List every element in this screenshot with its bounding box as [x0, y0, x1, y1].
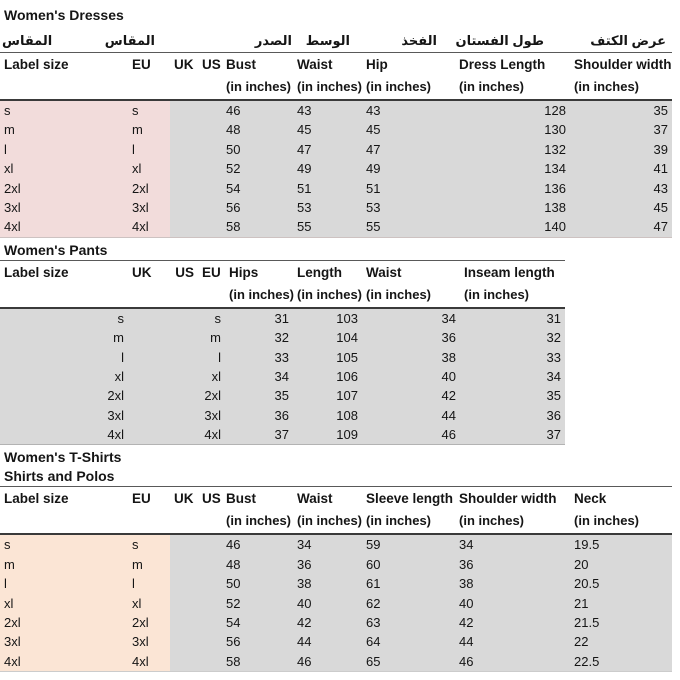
col-header-shoulder-width: Shoulder width — [574, 57, 672, 72]
col-header-uk: UK — [174, 57, 194, 72]
cell-empty — [170, 140, 198, 159]
cell-neck: 22 — [570, 632, 672, 651]
cell-neck: 21 — [570, 594, 672, 613]
unit-label-bust: (in inches) — [226, 513, 292, 529]
cell-shoulder-width: 46 — [455, 652, 570, 671]
cell-bust: 52 — [222, 594, 293, 613]
cell-empty — [170, 574, 198, 593]
cell-eu-size: s — [128, 101, 170, 120]
cell-dress-length: 130 — [455, 120, 570, 139]
cell-waist: 45 — [293, 120, 362, 139]
cell-waist: 44 — [362, 406, 460, 425]
cell-empty — [170, 613, 198, 632]
col-header-shoulder-width: Shoulder width — [459, 491, 557, 507]
cell-bust: 54 — [222, 179, 293, 198]
cell-length: 104 — [293, 328, 362, 347]
cell-length: 108 — [293, 406, 362, 425]
tshirts-subtitle: Shirts and Polos — [4, 468, 115, 485]
tshirts-rows — [0, 535, 672, 672]
col-header-uk: UK — [174, 491, 194, 507]
cell-bust: 54 — [222, 613, 293, 632]
cell-dress-length: 138 — [455, 198, 570, 217]
cell-hip: 47 — [362, 140, 455, 159]
cell-bust: 58 — [222, 652, 293, 671]
pants-header-row — [0, 260, 565, 285]
cell-empty — [128, 511, 170, 533]
cell-empty — [198, 77, 222, 99]
cell-inseam-length: 31 — [460, 309, 565, 328]
cell-empty — [128, 77, 170, 99]
col-header-us: US — [202, 57, 221, 72]
cell-dress-length: 136 — [455, 179, 570, 198]
cell-empty — [170, 511, 198, 533]
cell-label-size: 3xl — [0, 198, 128, 217]
unit-label-hips: (in inches) — [229, 286, 295, 302]
cell-shoulder-width: 36 — [455, 555, 570, 574]
cell-empty — [170, 535, 198, 554]
cell-empty — [0, 511, 128, 533]
cell-eu-size: 4xl — [198, 425, 225, 444]
cell-inseam-length: 37 — [460, 425, 565, 444]
arabic-label-dress-length: طول الفستان — [455, 33, 544, 48]
col-header-sleeve-length: Sleeve length — [366, 491, 454, 507]
cell-label-size: 4xl — [0, 217, 128, 236]
cell-hip: 45 — [362, 120, 455, 139]
col-header-inseam-length: Inseam length — [464, 264, 555, 280]
cell-sleeve-length: 64 — [362, 632, 455, 651]
cell-label-size: 3xl — [0, 632, 128, 651]
col-header-waist: Waist — [297, 57, 333, 72]
tshirts-size-row — [0, 574, 672, 593]
cell-shoulder-width: 41 — [570, 159, 672, 178]
tshirts-size-row — [0, 555, 672, 574]
cell-eu-size: 3xl — [198, 406, 225, 425]
cell-empty — [128, 406, 155, 425]
cell-waist: 34 — [362, 309, 460, 328]
pants-size-row — [0, 348, 565, 367]
cell-neck: 20 — [570, 555, 672, 574]
cell-eu-size: 2xl — [128, 179, 170, 198]
cell-waist: 34 — [293, 535, 362, 554]
cell-waist: 43 — [293, 101, 362, 120]
tshirts-size-row — [0, 632, 672, 651]
col-header-label-size: Label size — [4, 57, 69, 72]
cell-label-size: xl — [0, 594, 128, 613]
cell-eu-size: 4xl — [128, 652, 170, 671]
cell-empty — [0, 285, 128, 307]
cell-label-size: 2xl — [0, 613, 128, 632]
cell-neck: 21.5 — [570, 613, 672, 632]
cell-waist: 51 — [293, 179, 362, 198]
cell-label-size: l — [0, 140, 128, 159]
cell-inseam-length: 35 — [460, 386, 565, 405]
cell-empty — [198, 555, 222, 574]
pants-table — [0, 241, 680, 446]
cell-bust: 50 — [222, 574, 293, 593]
cell-neck: 19.5 — [570, 535, 672, 554]
unit-label-hip: (in inches) — [366, 79, 432, 94]
cell-empty — [198, 198, 222, 217]
unit-label-dress-length: (in inches) — [459, 79, 525, 94]
col-header-waist: Waist — [366, 264, 402, 280]
unit-label-waist: (in inches) — [297, 513, 363, 529]
cell-waist: 40 — [362, 367, 460, 386]
cell-hips: 31 — [225, 309, 293, 328]
cell-empty — [170, 555, 198, 574]
cell-bust: 56 — [222, 632, 293, 651]
cell-hip: 53 — [362, 198, 455, 217]
col-header-hip: Hip — [366, 57, 388, 72]
cell-uk-size: 2xl — [0, 386, 128, 405]
cell-waist: 47 — [293, 140, 362, 159]
tshirts-header-row — [0, 486, 672, 511]
cell-waist: 55 — [293, 217, 362, 236]
cell-hip: 43 — [362, 101, 455, 120]
pants-unit-row — [0, 285, 565, 309]
cell-waist: 46 — [293, 652, 362, 671]
cell-empty — [155, 348, 198, 367]
cell-shoulder-width: 38 — [455, 574, 570, 593]
cell-empty — [170, 77, 198, 99]
tshirts-table — [0, 448, 680, 672]
cell-uk-size: s — [0, 309, 128, 328]
cell-empty — [170, 120, 198, 139]
cell-sleeve-length: 62 — [362, 594, 455, 613]
cell-empty — [128, 386, 155, 405]
cell-bust: 58 — [222, 217, 293, 236]
cell-eu-size: l — [198, 348, 225, 367]
cell-empty — [170, 217, 198, 236]
cell-empty — [198, 159, 222, 178]
cell-empty — [198, 140, 222, 159]
dresses-size-row — [0, 198, 672, 217]
cell-label-size: l — [0, 574, 128, 593]
unit-label-sleeve-length: (in inches) — [366, 513, 432, 529]
cell-hips: 36 — [225, 406, 293, 425]
cell-waist: 42 — [362, 386, 460, 405]
col-header-uk: UK — [132, 264, 152, 280]
cell-bust: 46 — [222, 535, 293, 554]
unit-label-length: (in inches) — [297, 286, 363, 302]
dresses-size-row — [0, 159, 672, 178]
dresses-header-row — [0, 53, 672, 77]
cell-dress-length: 132 — [455, 140, 570, 159]
cell-neck: 22.5 — [570, 652, 672, 671]
cell-empty — [198, 632, 222, 651]
arabic-label-waist: الوسط — [305, 33, 350, 48]
cell-bust: 50 — [222, 140, 293, 159]
cell-uk-size: 4xl — [0, 425, 128, 444]
cell-shoulder-width: 42 — [455, 613, 570, 632]
unit-label-neck: (in inches) — [574, 513, 640, 529]
cell-waist: 53 — [293, 198, 362, 217]
pants-rows — [0, 309, 565, 446]
cell-length: 109 — [293, 425, 362, 444]
cell-waist: 38 — [293, 574, 362, 593]
dresses-size-row — [0, 217, 672, 236]
dresses-size-row — [0, 179, 672, 198]
cell-shoulder-width: 47 — [570, 217, 672, 236]
col-header-us: US — [202, 491, 221, 507]
cell-empty — [198, 285, 225, 307]
tshirts-size-row — [0, 594, 672, 613]
cell-hips: 37 — [225, 425, 293, 444]
cell-inseam-length: 36 — [460, 406, 565, 425]
cell-empty — [198, 613, 222, 632]
cell-empty — [170, 179, 198, 198]
pants-size-row — [0, 425, 565, 444]
cell-empty — [198, 101, 222, 120]
cell-empty — [0, 77, 128, 99]
pants-size-row — [0, 386, 565, 405]
cell-empty — [155, 367, 198, 386]
cell-eu-size: 3xl — [128, 198, 170, 217]
cell-eu-size: xl — [198, 367, 225, 386]
arabic-label-bust: الصدر — [254, 33, 292, 48]
tshirts-size-row — [0, 535, 672, 554]
cell-inseam-length: 34 — [460, 367, 565, 386]
cell-dress-length: 128 — [455, 101, 570, 120]
cell-shoulder-width: 35 — [570, 101, 672, 120]
col-header-waist: Waist — [297, 491, 333, 507]
tshirts-size-row — [0, 652, 672, 671]
unit-label-waist: (in inches) — [366, 286, 432, 302]
cell-empty — [198, 594, 222, 613]
cell-eu-size: 2xl — [198, 386, 225, 405]
cell-empty — [128, 367, 155, 386]
pants-size-row — [0, 367, 565, 386]
cell-empty — [128, 285, 155, 307]
col-header-bust: Bust — [226, 491, 256, 507]
cell-empty — [198, 574, 222, 593]
cell-shoulder-width: 45 — [570, 198, 672, 217]
cell-waist: 36 — [293, 555, 362, 574]
cell-empty — [155, 328, 198, 347]
cell-eu-size: xl — [128, 159, 170, 178]
cell-hips: 33 — [225, 348, 293, 367]
cell-hips: 32 — [225, 328, 293, 347]
cell-empty — [128, 309, 155, 328]
cell-eu-size: m — [128, 555, 170, 574]
cell-bust: 52 — [222, 159, 293, 178]
cell-eu-size: s — [128, 535, 170, 554]
cell-label-size: 2xl — [0, 179, 128, 198]
cell-waist: 42 — [293, 613, 362, 632]
cell-sleeve-length: 63 — [362, 613, 455, 632]
cell-hip: 49 — [362, 159, 455, 178]
cell-hips: 34 — [225, 367, 293, 386]
cell-uk-size: 3xl — [0, 406, 128, 425]
cell-eu-size: xl — [128, 594, 170, 613]
col-header-hips: Hips — [229, 264, 259, 280]
cell-hips: 35 — [225, 386, 293, 405]
cell-eu-size: l — [128, 140, 170, 159]
cell-empty — [170, 594, 198, 613]
col-header-dress-length: Dress Length — [459, 57, 546, 72]
cell-eu-size: 3xl — [128, 632, 170, 651]
cell-shoulder-width: 34 — [455, 535, 570, 554]
cell-eu-size: 4xl — [128, 217, 170, 236]
col-header-length: Length — [297, 264, 342, 280]
cell-bust: 56 — [222, 198, 293, 217]
cell-inseam-length: 32 — [460, 328, 565, 347]
cell-empty — [170, 198, 198, 217]
cell-empty — [155, 425, 198, 444]
dresses-unit-row — [0, 77, 672, 101]
arabic-label-size-2: المقاس — [104, 33, 155, 48]
col-header-eu: EU — [202, 264, 221, 280]
arabic-label-size-1: المقاس — [2, 33, 53, 48]
dresses-size-row — [0, 140, 672, 159]
tshirts-unit-row — [0, 511, 672, 535]
cell-length: 103 — [293, 309, 362, 328]
cell-hip: 55 — [362, 217, 455, 236]
cell-sleeve-length: 65 — [362, 652, 455, 671]
unit-label-waist: (in inches) — [297, 79, 363, 94]
cell-empty — [155, 285, 198, 307]
dresses-table — [0, 0, 680, 238]
cell-empty — [170, 632, 198, 651]
cell-empty — [198, 217, 222, 236]
col-header-neck: Neck — [574, 491, 607, 507]
unit-label-bust: (in inches) — [226, 79, 292, 94]
cell-uk-size: l — [0, 348, 128, 367]
cell-waist: 36 — [362, 328, 460, 347]
cell-empty — [128, 425, 155, 444]
cell-uk-size: xl — [0, 367, 128, 386]
arabic-label-shoulder-width: عرض الكتف — [590, 33, 666, 48]
col-header-eu: EU — [132, 491, 151, 507]
col-header-label-size: Label size — [4, 264, 69, 280]
cell-length: 107 — [293, 386, 362, 405]
cell-eu-size: s — [198, 309, 225, 328]
cell-uk-size: m — [0, 328, 128, 347]
dresses-arabic-header-row — [0, 25, 672, 53]
dresses-size-row — [0, 120, 672, 139]
cell-hip: 51 — [362, 179, 455, 198]
cell-length: 105 — [293, 348, 362, 367]
cell-empty — [155, 406, 198, 425]
col-header-label-size: Label size — [4, 491, 69, 507]
cell-empty — [170, 652, 198, 671]
pants-size-row — [0, 406, 565, 425]
cell-dress-length: 140 — [455, 217, 570, 236]
cell-empty — [128, 348, 155, 367]
cell-empty — [198, 120, 222, 139]
cell-inseam-length: 33 — [460, 348, 565, 367]
cell-dress-length: 134 — [455, 159, 570, 178]
cell-sleeve-length: 59 — [362, 535, 455, 554]
pants-size-row — [0, 309, 565, 328]
cell-length: 106 — [293, 367, 362, 386]
col-header-bust: Bust — [226, 57, 256, 72]
cell-neck: 20.5 — [570, 574, 672, 593]
cell-empty — [128, 328, 155, 347]
cell-waist: 38 — [362, 348, 460, 367]
cell-label-size: 4xl — [0, 652, 128, 671]
cell-label-size: m — [0, 555, 128, 574]
cell-waist: 40 — [293, 594, 362, 613]
cell-waist: 49 — [293, 159, 362, 178]
tshirts-title: Women's T-Shirts — [4, 449, 122, 466]
cell-empty — [198, 652, 222, 671]
cell-shoulder-width: 44 — [455, 632, 570, 651]
cell-empty — [155, 309, 198, 328]
cell-empty — [198, 511, 222, 533]
dresses-size-row — [0, 101, 672, 120]
cell-label-size: s — [0, 535, 128, 554]
cell-eu-size: m — [128, 120, 170, 139]
unit-label-shoulder-width: (in inches) — [459, 513, 525, 529]
cell-label-size: xl — [0, 159, 128, 178]
cell-label-size: s — [0, 101, 128, 120]
cell-shoulder-width: 37 — [570, 120, 672, 139]
arabic-label-hip: الفخذ — [401, 33, 437, 48]
tshirts-size-row — [0, 613, 672, 632]
pants-size-row — [0, 328, 565, 347]
cell-bust: 46 — [222, 101, 293, 120]
unit-label-shoulder-width: (in inches) — [574, 79, 640, 94]
dresses-rows — [0, 101, 672, 238]
cell-empty — [198, 179, 222, 198]
cell-empty — [170, 101, 198, 120]
cell-bust: 48 — [222, 555, 293, 574]
cell-sleeve-length: 61 — [362, 574, 455, 593]
cell-empty — [170, 159, 198, 178]
cell-eu-size: l — [128, 574, 170, 593]
unit-label-inseam-length: (in inches) — [464, 286, 530, 302]
cell-sleeve-length: 60 — [362, 555, 455, 574]
cell-empty — [198, 535, 222, 554]
cell-shoulder-width: 39 — [570, 140, 672, 159]
cell-label-size: m — [0, 120, 128, 139]
cell-empty — [155, 386, 198, 405]
dresses-title: Women's Dresses — [4, 7, 124, 23]
cell-eu-size: m — [198, 328, 225, 347]
cell-waist: 44 — [293, 632, 362, 651]
cell-eu-size: 2xl — [128, 613, 170, 632]
col-header-us: US — [175, 264, 194, 280]
col-header-eu: EU — [132, 57, 151, 72]
cell-shoulder-width: 43 — [570, 179, 672, 198]
pants-title: Women's Pants — [4, 241, 108, 258]
cell-shoulder-width: 40 — [455, 594, 570, 613]
cell-waist: 46 — [362, 425, 460, 444]
cell-bust: 48 — [222, 120, 293, 139]
